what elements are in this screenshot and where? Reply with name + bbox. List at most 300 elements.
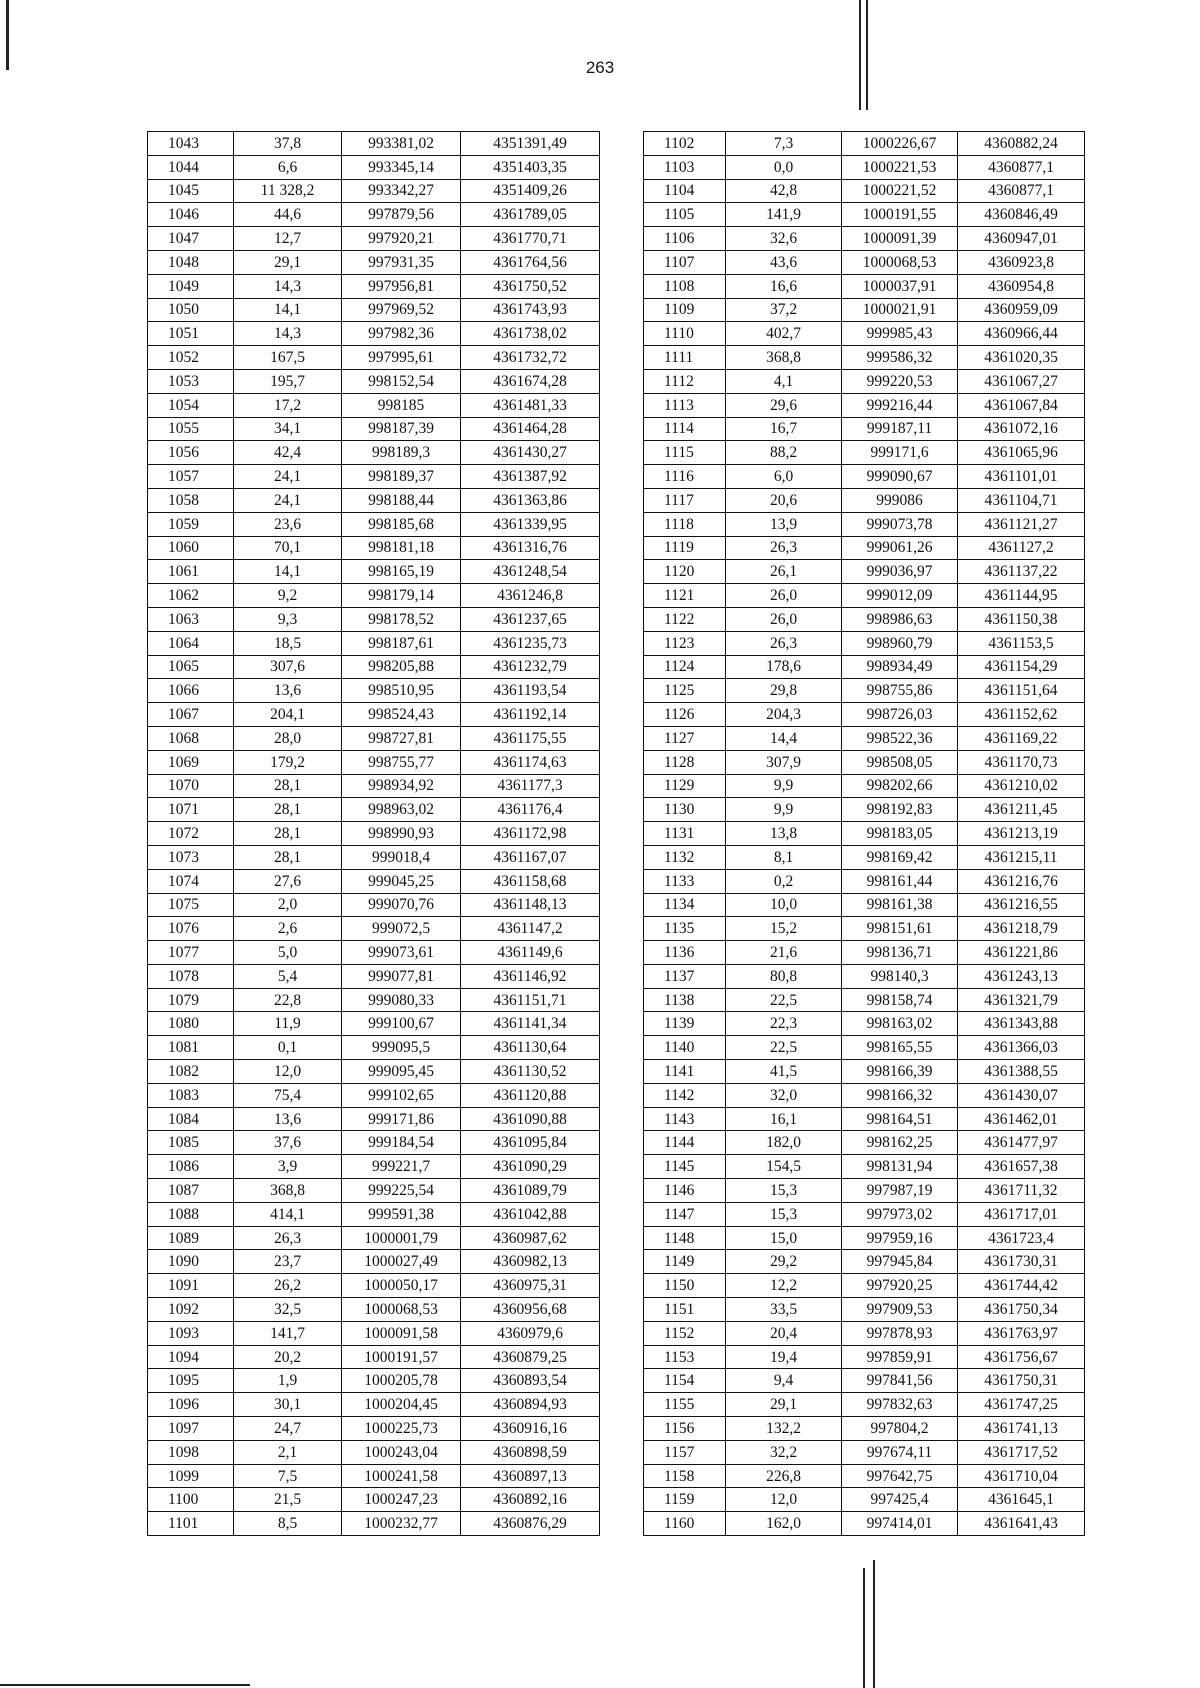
cell-length: 368,8 bbox=[234, 1179, 342, 1203]
cell-point-number: 1143 bbox=[644, 1107, 726, 1131]
table-row bbox=[148, 274, 600, 298]
cell-coordinate-x: 1000205,78 bbox=[342, 1369, 461, 1393]
cell-coordinate-x: 998162,25 bbox=[842, 1131, 958, 1155]
cell-point-number: 1094 bbox=[148, 1345, 234, 1369]
cell-length: 70,1 bbox=[234, 536, 342, 560]
cell-coordinate-x: 1000204,45 bbox=[342, 1393, 461, 1417]
table-row bbox=[644, 798, 1085, 822]
cell-length: 0,1 bbox=[234, 1036, 342, 1060]
cell-length: 42,8 bbox=[726, 179, 842, 203]
cell-coordinate-y: 4360959,09 bbox=[958, 298, 1085, 322]
cell-length: 43,6 bbox=[726, 250, 842, 274]
cell-point-number: 1082 bbox=[148, 1060, 234, 1084]
table-row bbox=[644, 941, 1085, 965]
cell-coordinate-x: 998188,44 bbox=[342, 488, 461, 512]
cell-length: 28,1 bbox=[234, 822, 342, 846]
cell-length: 28,1 bbox=[234, 798, 342, 822]
cell-point-number: 1097 bbox=[148, 1417, 234, 1441]
table-row bbox=[644, 1369, 1085, 1393]
table-row bbox=[148, 465, 600, 489]
table-row bbox=[644, 893, 1085, 917]
cell-coordinate-x: 997945,84 bbox=[842, 1250, 958, 1274]
table-row bbox=[148, 607, 600, 631]
table-row bbox=[644, 393, 1085, 417]
cell-length: 24,1 bbox=[234, 465, 342, 489]
cell-coordinate-x: 1000225,73 bbox=[342, 1417, 461, 1441]
cell-coordinate-y: 4361343,88 bbox=[958, 1012, 1085, 1036]
cell-coordinate-y: 4361137,22 bbox=[958, 560, 1085, 584]
table-row bbox=[148, 845, 600, 869]
cell-coordinate-x: 997973,02 bbox=[842, 1202, 958, 1226]
cell-coordinate-y: 4361730,31 bbox=[958, 1250, 1085, 1274]
cell-coordinate-y: 4361641,43 bbox=[958, 1512, 1085, 1536]
cell-point-number: 1122 bbox=[644, 607, 726, 631]
cell-point-number: 1140 bbox=[644, 1036, 726, 1060]
cell-point-number: 1127 bbox=[644, 726, 726, 750]
cell-point-number: 1146 bbox=[644, 1179, 726, 1203]
cell-coordinate-y: 4361674,28 bbox=[461, 369, 600, 393]
cell-coordinate-x: 1000226,67 bbox=[842, 132, 958, 156]
table-row bbox=[644, 1179, 1085, 1203]
cell-coordinate-y: 4361167,07 bbox=[461, 845, 600, 869]
cell-coordinate-x: 998934,92 bbox=[342, 774, 461, 798]
cell-coordinate-x: 997832,63 bbox=[842, 1393, 958, 1417]
cell-coordinate-y: 4361072,16 bbox=[958, 417, 1085, 441]
cell-point-number: 1152 bbox=[644, 1321, 726, 1345]
cell-coordinate-y: 4360982,13 bbox=[461, 1250, 600, 1274]
cell-length: 20,2 bbox=[234, 1345, 342, 1369]
coordinates-table-left-body bbox=[148, 132, 600, 1536]
cell-coordinate-x: 998963,02 bbox=[342, 798, 461, 822]
table-row bbox=[644, 465, 1085, 489]
cell-coordinate-y: 4361756,67 bbox=[958, 1345, 1085, 1369]
cell-coordinate-y: 4361095,84 bbox=[461, 1131, 600, 1155]
cell-coordinate-y: 4361210,02 bbox=[958, 774, 1085, 798]
cell-coordinate-x: 1000001,79 bbox=[342, 1226, 461, 1250]
cell-coordinate-y: 4360956,68 bbox=[461, 1298, 600, 1322]
coordinates-table-right bbox=[643, 131, 1085, 1536]
table-row bbox=[644, 964, 1085, 988]
cell-length: 12,0 bbox=[726, 1488, 842, 1512]
table-row bbox=[148, 369, 600, 393]
cell-point-number: 1074 bbox=[148, 869, 234, 893]
cell-point-number: 1111 bbox=[644, 346, 726, 370]
cell-coordinate-y: 4360898,59 bbox=[461, 1440, 600, 1464]
cell-coordinate-y: 4361216,76 bbox=[958, 869, 1085, 893]
table-row bbox=[148, 1226, 600, 1250]
cell-length: 307,9 bbox=[726, 750, 842, 774]
cell-point-number: 1069 bbox=[148, 750, 234, 774]
table-row bbox=[644, 584, 1085, 608]
cell-length: 20,4 bbox=[726, 1321, 842, 1345]
cell-point-number: 1086 bbox=[148, 1155, 234, 1179]
cell-point-number: 1096 bbox=[148, 1393, 234, 1417]
cell-length: 23,7 bbox=[234, 1250, 342, 1274]
cell-point-number: 1153 bbox=[644, 1345, 726, 1369]
cell-coordinate-x: 997674,11 bbox=[842, 1440, 958, 1464]
table-row bbox=[644, 488, 1085, 512]
cell-coordinate-y: 4361170,73 bbox=[958, 750, 1085, 774]
cell-point-number: 1117 bbox=[644, 488, 726, 512]
cell-coordinate-y: 4361388,55 bbox=[958, 1060, 1085, 1084]
cell-length: 29,1 bbox=[234, 250, 342, 274]
coordinates-table-left bbox=[147, 131, 600, 1536]
cell-coordinate-y: 4361101,01 bbox=[958, 465, 1085, 489]
table-row bbox=[644, 1012, 1085, 1036]
cell-coordinate-x: 993342,27 bbox=[342, 179, 461, 203]
table-row bbox=[148, 869, 600, 893]
cell-length: 2,6 bbox=[234, 917, 342, 941]
cell-coordinate-y: 4361387,92 bbox=[461, 465, 600, 489]
cell-length: 26,1 bbox=[726, 560, 842, 584]
table-row bbox=[148, 822, 600, 846]
cell-length: 28,1 bbox=[234, 774, 342, 798]
cell-coordinate-x: 1000068,53 bbox=[842, 250, 958, 274]
cell-coordinate-y: 4360947,01 bbox=[958, 227, 1085, 251]
table-row bbox=[148, 1417, 600, 1441]
cell-coordinate-x: 999221,7 bbox=[342, 1155, 461, 1179]
table-row bbox=[148, 393, 600, 417]
cell-point-number: 1121 bbox=[644, 584, 726, 608]
cell-point-number: 1056 bbox=[148, 441, 234, 465]
cell-coordinate-x: 999184,54 bbox=[342, 1131, 461, 1155]
cell-coordinate-y: 4360892,16 bbox=[461, 1488, 600, 1512]
cell-point-number: 1049 bbox=[148, 274, 234, 298]
cell-point-number: 1137 bbox=[644, 964, 726, 988]
cell-length: 19,4 bbox=[726, 1345, 842, 1369]
cell-coordinate-y: 4361150,38 bbox=[958, 607, 1085, 631]
table-row bbox=[644, 155, 1085, 179]
cell-length: 12,0 bbox=[234, 1060, 342, 1084]
cell-length: 13,6 bbox=[234, 679, 342, 703]
cell-coordinate-y: 4361750,52 bbox=[461, 274, 600, 298]
cell-coordinate-y: 4351391,49 bbox=[461, 132, 600, 156]
cell-length: 27,6 bbox=[234, 869, 342, 893]
cell-coordinate-y: 4361789,05 bbox=[461, 203, 600, 227]
cell-coordinate-y: 4361020,35 bbox=[958, 346, 1085, 370]
cell-coordinate-x: 998166,39 bbox=[842, 1060, 958, 1084]
cell-coordinate-y: 4361717,52 bbox=[958, 1440, 1085, 1464]
cell-length: 8,1 bbox=[726, 845, 842, 869]
table-row bbox=[644, 322, 1085, 346]
table-row bbox=[148, 1440, 600, 1464]
cell-point-number: 1079 bbox=[148, 988, 234, 1012]
cell-coordinate-x: 999216,44 bbox=[842, 393, 958, 417]
cell-point-number: 1043 bbox=[148, 132, 234, 156]
cell-coordinate-y: 4361723,4 bbox=[958, 1226, 1085, 1250]
cell-coordinate-y: 4361657,38 bbox=[958, 1155, 1085, 1179]
cell-coordinate-y: 4360882,24 bbox=[958, 132, 1085, 156]
cell-coordinate-x: 1000221,53 bbox=[842, 155, 958, 179]
cell-length: 37,8 bbox=[234, 132, 342, 156]
table-row bbox=[644, 536, 1085, 560]
cell-coordinate-y: 4361158,68 bbox=[461, 869, 600, 893]
cell-coordinate-x: 999045,25 bbox=[342, 869, 461, 893]
cell-length: 0,0 bbox=[726, 155, 842, 179]
table-row bbox=[644, 1226, 1085, 1250]
cell-length: 9,4 bbox=[726, 1369, 842, 1393]
cell-point-number: 1116 bbox=[644, 465, 726, 489]
table-row bbox=[148, 1083, 600, 1107]
cell-coordinate-y: 4361141,34 bbox=[461, 1012, 600, 1036]
coordinates-table-right-body bbox=[644, 132, 1085, 1536]
cell-coordinate-x: 1000191,57 bbox=[342, 1345, 461, 1369]
cell-coordinate-y: 4361243,13 bbox=[958, 964, 1085, 988]
cell-coordinate-y: 4361174,63 bbox=[461, 750, 600, 774]
cell-coordinate-x: 998189,3 bbox=[342, 441, 461, 465]
scan-line-top-right-1 bbox=[859, 0, 861, 110]
cell-coordinate-y: 4351409,26 bbox=[461, 179, 600, 203]
cell-coordinate-x: 999077,81 bbox=[342, 964, 461, 988]
cell-coordinate-y: 4361464,28 bbox=[461, 417, 600, 441]
cell-coordinate-x: 997969,52 bbox=[342, 298, 461, 322]
cell-point-number: 1050 bbox=[148, 298, 234, 322]
cell-coordinate-y: 4360979,6 bbox=[461, 1321, 600, 1345]
table-row bbox=[148, 703, 600, 727]
cell-coordinate-x: 999171,6 bbox=[842, 441, 958, 465]
cell-coordinate-x: 999220,53 bbox=[842, 369, 958, 393]
cell-coordinate-x: 1000068,53 bbox=[342, 1298, 461, 1322]
cell-coordinate-y: 4361104,71 bbox=[958, 488, 1085, 512]
table-row bbox=[644, 1036, 1085, 1060]
cell-coordinate-y: 4361764,56 bbox=[461, 250, 600, 274]
cell-length: 32,2 bbox=[726, 1440, 842, 1464]
table-row bbox=[148, 1393, 600, 1417]
cell-length: 26,2 bbox=[234, 1274, 342, 1298]
cell-length: 6,0 bbox=[726, 465, 842, 489]
cell-coordinate-y: 4361710,04 bbox=[958, 1464, 1085, 1488]
table-row bbox=[148, 560, 600, 584]
cell-point-number: 1113 bbox=[644, 393, 726, 417]
cell-point-number: 1148 bbox=[644, 1226, 726, 1250]
cell-point-number: 1053 bbox=[148, 369, 234, 393]
table-row bbox=[148, 1036, 600, 1060]
cell-point-number: 1084 bbox=[148, 1107, 234, 1131]
cell-length: 368,8 bbox=[726, 346, 842, 370]
cell-coordinate-x: 997878,93 bbox=[842, 1321, 958, 1345]
cell-coordinate-x: 997931,35 bbox=[342, 250, 461, 274]
cell-coordinate-x: 997642,75 bbox=[842, 1464, 958, 1488]
cell-length: 204,3 bbox=[726, 703, 842, 727]
table-row bbox=[148, 988, 600, 1012]
cell-point-number: 1141 bbox=[644, 1060, 726, 1084]
table-row bbox=[644, 988, 1085, 1012]
table-row bbox=[148, 227, 600, 251]
cell-coordinate-y: 4361248,54 bbox=[461, 560, 600, 584]
table-row bbox=[148, 1202, 600, 1226]
cell-coordinate-x: 999073,78 bbox=[842, 512, 958, 536]
cell-coordinate-x: 999036,97 bbox=[842, 560, 958, 584]
cell-coordinate-y: 4361216,55 bbox=[958, 893, 1085, 917]
cell-point-number: 1087 bbox=[148, 1179, 234, 1203]
cell-length: 226,8 bbox=[726, 1464, 842, 1488]
cell-coordinate-y: 4361090,88 bbox=[461, 1107, 600, 1131]
table-row bbox=[148, 488, 600, 512]
cell-length: 23,6 bbox=[234, 512, 342, 536]
cell-point-number: 1128 bbox=[644, 750, 726, 774]
cell-coordinate-y: 4360966,44 bbox=[958, 322, 1085, 346]
cell-length: 24,7 bbox=[234, 1417, 342, 1441]
cell-point-number: 1093 bbox=[148, 1321, 234, 1345]
cell-length: 7,3 bbox=[726, 132, 842, 156]
table-row bbox=[148, 774, 600, 798]
cell-coordinate-x: 999095,5 bbox=[342, 1036, 461, 1060]
cell-coordinate-y: 4361645,1 bbox=[958, 1488, 1085, 1512]
cell-coordinate-y: 4361763,97 bbox=[958, 1321, 1085, 1345]
cell-coordinate-x: 998161,38 bbox=[842, 893, 958, 917]
cell-point-number: 1088 bbox=[148, 1202, 234, 1226]
cell-length: 5,4 bbox=[234, 964, 342, 988]
cell-length: 26,3 bbox=[234, 1226, 342, 1250]
cell-coordinate-y: 4361366,03 bbox=[958, 1036, 1085, 1060]
cell-point-number: 1133 bbox=[644, 869, 726, 893]
cell-coordinate-x: 997959,16 bbox=[842, 1226, 958, 1250]
cell-point-number: 1071 bbox=[148, 798, 234, 822]
table-row bbox=[644, 1345, 1085, 1369]
cell-coordinate-x: 1000247,23 bbox=[342, 1488, 461, 1512]
cell-coordinate-x: 998189,37 bbox=[342, 465, 461, 489]
cell-point-number: 1085 bbox=[148, 1131, 234, 1155]
cell-point-number: 1144 bbox=[644, 1131, 726, 1155]
cell-coordinate-x: 999102,65 bbox=[342, 1083, 461, 1107]
cell-point-number: 1159 bbox=[644, 1488, 726, 1512]
cell-coordinate-x: 999095,45 bbox=[342, 1060, 461, 1084]
cell-coordinate-y: 4361175,55 bbox=[461, 726, 600, 750]
cell-coordinate-x: 998522,36 bbox=[842, 726, 958, 750]
cell-point-number: 1044 bbox=[148, 155, 234, 179]
table-row bbox=[644, 1250, 1085, 1274]
cell-length: 22,3 bbox=[726, 1012, 842, 1036]
table-row bbox=[148, 798, 600, 822]
cell-coordinate-y: 4361149,6 bbox=[461, 941, 600, 965]
cell-coordinate-y: 4361152,62 bbox=[958, 703, 1085, 727]
cell-length: 141,9 bbox=[726, 203, 842, 227]
cell-point-number: 1134 bbox=[644, 893, 726, 917]
cell-point-number: 1062 bbox=[148, 584, 234, 608]
cell-length: 195,7 bbox=[234, 369, 342, 393]
table-row bbox=[644, 774, 1085, 798]
table-row bbox=[148, 1012, 600, 1036]
cell-coordinate-x: 997982,36 bbox=[342, 322, 461, 346]
table-row bbox=[148, 512, 600, 536]
cell-point-number: 1065 bbox=[148, 655, 234, 679]
cell-coordinate-x: 998510,95 bbox=[342, 679, 461, 703]
cell-length: 75,4 bbox=[234, 1083, 342, 1107]
cell-coordinate-x: 998158,74 bbox=[842, 988, 958, 1012]
cell-point-number: 1115 bbox=[644, 441, 726, 465]
table-row bbox=[644, 631, 1085, 655]
cell-point-number: 1147 bbox=[644, 1202, 726, 1226]
cell-coordinate-y: 4360897,13 bbox=[461, 1464, 600, 1488]
cell-coordinate-x: 1000021,91 bbox=[842, 298, 958, 322]
cell-coordinate-y: 4361430,07 bbox=[958, 1083, 1085, 1107]
cell-length: 132,2 bbox=[726, 1417, 842, 1441]
cell-point-number: 1124 bbox=[644, 655, 726, 679]
cell-point-number: 1102 bbox=[644, 132, 726, 156]
cell-length: 26,0 bbox=[726, 584, 842, 608]
table-row bbox=[644, 1083, 1085, 1107]
cell-coordinate-y: 4361065,96 bbox=[958, 441, 1085, 465]
table-row bbox=[644, 417, 1085, 441]
cell-point-number: 1068 bbox=[148, 726, 234, 750]
table-row bbox=[148, 1107, 600, 1131]
cell-coordinate-x: 998727,81 bbox=[342, 726, 461, 750]
cell-point-number: 1130 bbox=[644, 798, 726, 822]
table-row bbox=[644, 274, 1085, 298]
scan-line-left bbox=[6, 0, 9, 70]
cell-coordinate-x: 998181,18 bbox=[342, 536, 461, 560]
cell-point-number: 1099 bbox=[148, 1464, 234, 1488]
cell-coordinate-x: 998192,83 bbox=[842, 798, 958, 822]
cell-length: 34,1 bbox=[234, 417, 342, 441]
cell-coordinate-y: 4361747,25 bbox=[958, 1393, 1085, 1417]
cell-point-number: 1078 bbox=[148, 964, 234, 988]
cell-length: 18,5 bbox=[234, 631, 342, 655]
cell-length: 6,6 bbox=[234, 155, 342, 179]
table-row bbox=[644, 1393, 1085, 1417]
cell-point-number: 1123 bbox=[644, 631, 726, 655]
table-row bbox=[644, 1440, 1085, 1464]
cell-coordinate-y: 4361232,79 bbox=[461, 655, 600, 679]
cell-coordinate-x: 999018,4 bbox=[342, 845, 461, 869]
cell-point-number: 1064 bbox=[148, 631, 234, 655]
cell-point-number: 1081 bbox=[148, 1036, 234, 1060]
cell-length: 9,9 bbox=[726, 774, 842, 798]
cell-point-number: 1106 bbox=[644, 227, 726, 251]
cell-coordinate-y: 4361193,54 bbox=[461, 679, 600, 703]
cell-point-number: 1098 bbox=[148, 1440, 234, 1464]
table-row bbox=[148, 750, 600, 774]
cell-length: 14,1 bbox=[234, 298, 342, 322]
table-row bbox=[148, 1488, 600, 1512]
cell-coordinate-x: 997920,21 bbox=[342, 227, 461, 251]
table-row bbox=[644, 179, 1085, 203]
cell-point-number: 1067 bbox=[148, 703, 234, 727]
cell-coordinate-x: 997804,2 bbox=[842, 1417, 958, 1441]
table-row bbox=[644, 679, 1085, 703]
cell-coordinate-x: 998185,68 bbox=[342, 512, 461, 536]
cell-coordinate-y: 4361121,27 bbox=[958, 512, 1085, 536]
cell-point-number: 1139 bbox=[644, 1012, 726, 1036]
cell-point-number: 1091 bbox=[148, 1274, 234, 1298]
cell-point-number: 1089 bbox=[148, 1226, 234, 1250]
table-row bbox=[644, 203, 1085, 227]
cell-point-number: 1076 bbox=[148, 917, 234, 941]
cell-length: 154,5 bbox=[726, 1155, 842, 1179]
cell-length: 15,3 bbox=[726, 1179, 842, 1203]
table-row bbox=[644, 441, 1085, 465]
cell-point-number: 1101 bbox=[148, 1512, 234, 1536]
cell-length: 178,6 bbox=[726, 655, 842, 679]
cell-coordinate-x: 999171,86 bbox=[342, 1107, 461, 1131]
cell-coordinate-x: 998164,51 bbox=[842, 1107, 958, 1131]
cell-coordinate-y: 4361153,5 bbox=[958, 631, 1085, 655]
table-row bbox=[644, 369, 1085, 393]
cell-point-number: 1083 bbox=[148, 1083, 234, 1107]
cell-coordinate-x: 998179,14 bbox=[342, 584, 461, 608]
table-row bbox=[148, 417, 600, 441]
cell-length: 182,0 bbox=[726, 1131, 842, 1155]
cell-coordinate-x: 997995,61 bbox=[342, 346, 461, 370]
table-row bbox=[644, 917, 1085, 941]
cell-length: 204,1 bbox=[234, 703, 342, 727]
cell-length: 16,1 bbox=[726, 1107, 842, 1131]
cell-coordinate-y: 4361770,71 bbox=[461, 227, 600, 251]
cell-length: 4,1 bbox=[726, 369, 842, 393]
cell-coordinate-y: 4361316,76 bbox=[461, 536, 600, 560]
scan-line-top-right-2 bbox=[866, 0, 868, 110]
table-row bbox=[148, 132, 600, 156]
